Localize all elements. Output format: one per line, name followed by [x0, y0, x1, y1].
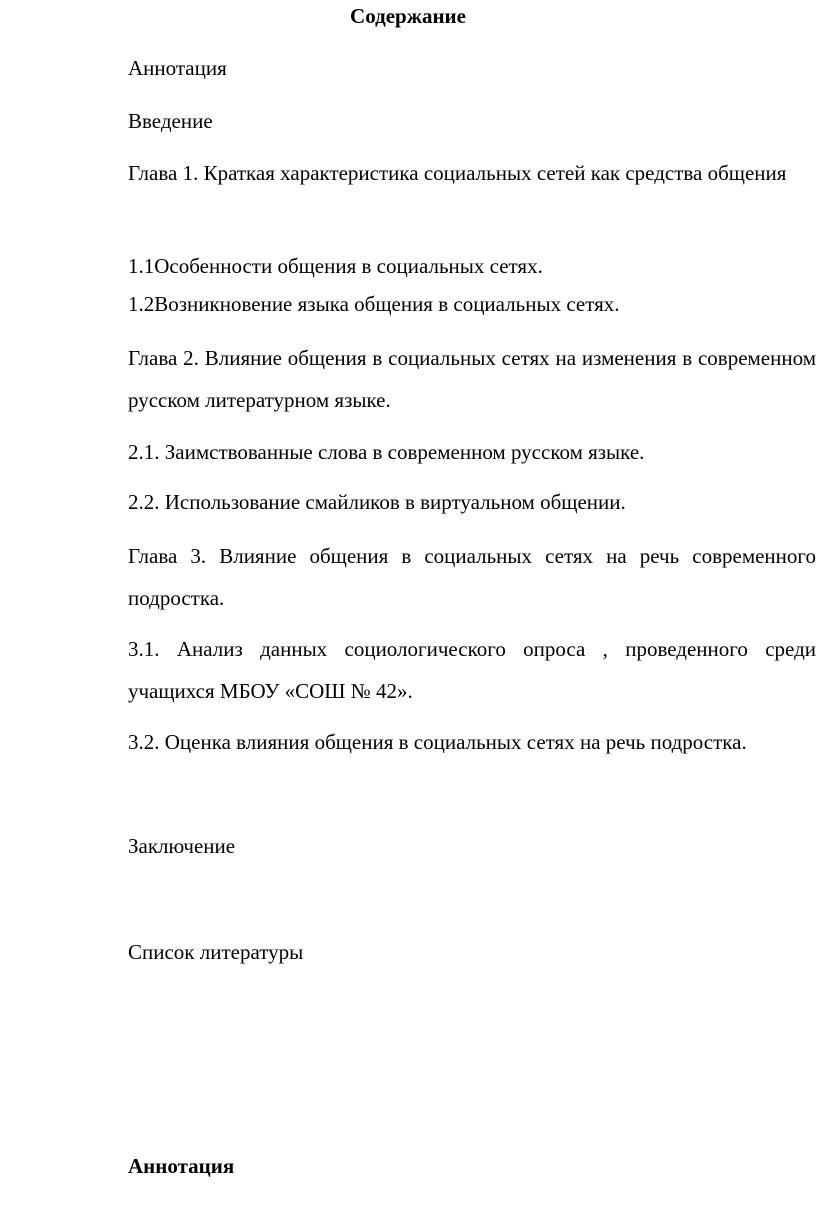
toc-section-1-2: 1.2Возникновение языка общения в социальных сетях. — [128, 292, 620, 316]
toc-section-3-1: 3.1. Анализ данных социологического опроса , проведенного среди учащихся МБОУ «СОШ № 42». — [128, 637, 816, 703]
toc-references: Список литературы — [128, 940, 304, 964]
toc-conclusion: Заключение — [128, 834, 236, 858]
toc-abstract: Аннотация — [128, 56, 227, 80]
section-heading-abstract: Аннотация — [128, 1154, 235, 1178]
toc-chapter-1: Глава 1. Краткая характеристика социальных сетей как средства общения — [128, 161, 787, 185]
toc-chapter-3: Глава 3. Влияние общения в социальных сетях на речь современного подростка. — [128, 544, 816, 610]
toc-introduction: Введение — [128, 109, 213, 133]
page-title: Содержание — [350, 4, 466, 28]
toc-section-1-1: 1.1Особенности общения в социальных сетях. — [128, 254, 543, 278]
toc-chapter-2: Глава 2. Влияние общения в социальных сетях на изменения в современном русском литературном языке. — [128, 346, 816, 412]
toc-section-2-1: 2.1. Заимствованные слова в современном русском языке. — [128, 440, 645, 464]
toc-section-2-2: 2.2. Использование смайликов в виртуальном общении. — [128, 490, 626, 514]
toc-section-3-2: 3.2. Оценка влияния общения в социальных сетях на речь подростка. — [128, 730, 747, 754]
